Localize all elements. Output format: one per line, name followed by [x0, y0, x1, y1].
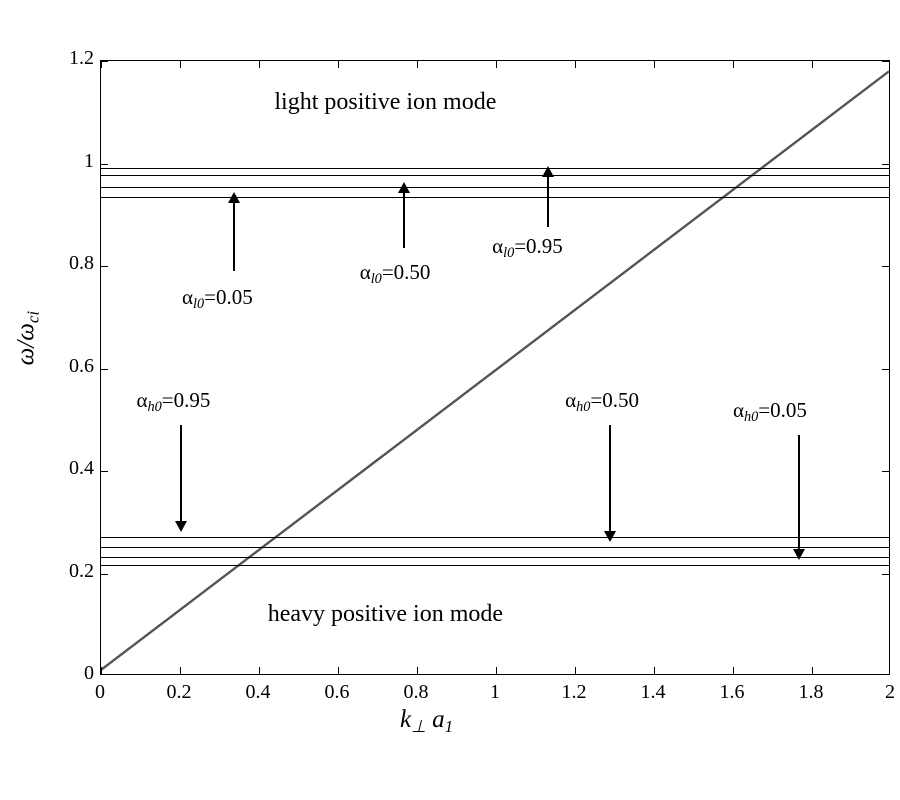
diagonal-branch-line — [101, 61, 889, 674]
ann-h50-label: $\alpha_{h0}=0.50$ — [565, 387, 639, 415]
x-tick-1.6: 1.6 — [719, 681, 745, 703]
data-line-5 — [101, 547, 890, 548]
x-tickmark-top-0.6 — [338, 61, 339, 68]
x-tickmark-1.2 — [575, 667, 576, 674]
x-tickmark-top-1.2 — [575, 61, 576, 68]
x-axis-label-a: a — [432, 706, 445, 733]
x-tick-1.2: 1.2 — [561, 681, 587, 703]
ann-l95-arrow — [547, 176, 549, 227]
y-tick-labels — [40, 0, 94, 800]
x-tickmark-0.6 — [338, 667, 339, 674]
y-axis-label-main: ω/ω — [12, 323, 40, 366]
ann-h95-arrow — [180, 425, 182, 522]
y-axis-label — [12, 310, 44, 366]
x-tick-0.6: 0.6 — [324, 681, 350, 703]
y-tickmark-right-1 — [882, 164, 889, 165]
y-tick-0.8: 0.8 — [69, 252, 94, 274]
x-tick-1.4: 1.4 — [640, 681, 666, 703]
x-tick-0.2: 0.2 — [166, 681, 192, 703]
x-tick-0.4: 0.4 — [245, 681, 271, 703]
ann-l05-arrow — [233, 202, 235, 271]
y-tickmark-right-0.2 — [882, 574, 889, 575]
region-label-0: light positive ion mode — [274, 88, 497, 115]
x-tickmark-1 — [496, 667, 497, 674]
y-tickmark-0.2 — [101, 574, 108, 575]
x-tickmark-top-1.8 — [812, 61, 813, 68]
data-line-0 — [101, 197, 890, 198]
x-tickmark-0.4 — [259, 667, 260, 674]
ann-l50-arrow — [403, 192, 405, 248]
x-tickmark-1.6 — [733, 667, 734, 674]
y-tickmark-right-0.6 — [882, 369, 889, 370]
x-axis-label-a-sub: 1 — [444, 716, 454, 736]
y-tickmark-right-0.8 — [882, 266, 889, 267]
ann-l50-label: $\alpha_{l0}=0.50$ — [359, 259, 431, 287]
y-tick-0.4: 0.4 — [69, 457, 94, 479]
x-tick-1.8: 1.8 — [798, 681, 824, 703]
x-tick-0: 0 — [95, 681, 105, 703]
x-axis-label-perp: ⊥ — [411, 716, 426, 736]
x-tickmark-top-1.4 — [654, 61, 655, 68]
x-tick-2: 2 — [885, 681, 895, 703]
ann-h05-label: $\alpha_{h0}=0.05$ — [733, 398, 807, 426]
y-tick-0.6: 0.6 — [69, 354, 94, 377]
x-tick-0.8: 0.8 — [403, 681, 429, 703]
y-tick-0: 0 — [84, 662, 94, 684]
x-tickmark-0 — [101, 667, 102, 674]
x-tickmark-top-1.6 — [733, 61, 734, 68]
y-tickmark-right-1.2 — [882, 61, 889, 62]
x-tickmark-top-0.4 — [259, 61, 260, 68]
y-tickmark-1 — [101, 164, 108, 165]
x-tickmark-top-0.2 — [180, 61, 181, 68]
y-tickmark-0.6 — [101, 369, 108, 370]
ann-h50-arrow — [609, 425, 611, 533]
x-tickmark-0.8 — [417, 667, 418, 674]
x-tickmark-top-0.8 — [417, 61, 418, 68]
y-tick-0.2: 0.2 — [69, 559, 94, 582]
y-tick-1.2: 1.2 — [69, 47, 94, 69]
x-tickmark-1.8 — [812, 667, 813, 674]
ann-h05-arrow — [798, 435, 800, 550]
x-tickmark-1.4 — [654, 667, 655, 674]
data-line-2 — [101, 175, 890, 176]
y-tick-1: 1 — [84, 149, 94, 172]
ann-h95-label: $\alpha_{h0}=0.95$ — [136, 387, 211, 415]
data-line-4 — [101, 537, 890, 538]
x-tickmark-top-0 — [101, 61, 102, 68]
x-axis-label-k: k — [400, 706, 412, 733]
y-tickmark-right-0.4 — [882, 471, 889, 472]
x-tickmark-0.2 — [180, 667, 181, 674]
region-label-1: heavy positive ion mode — [267, 601, 504, 628]
data-line-6 — [101, 557, 890, 558]
ann-l05-label: $\alpha_{l0}=0.05$ — [182, 285, 253, 313]
y-axis-label-sub: ci — [23, 310, 43, 324]
data-line-3 — [101, 168, 890, 169]
x-tickmark-top-1 — [496, 61, 497, 68]
data-line-7 — [101, 565, 890, 566]
ann-l95-label: $\alpha_{l0}=0.95$ — [492, 234, 563, 262]
y-tickmark-1.2 — [101, 61, 108, 62]
y-tickmark-0.4 — [101, 471, 108, 472]
x-tick-labels — [0, 681, 900, 711]
y-tickmark-0.8 — [101, 266, 108, 267]
x-tick-1: 1 — [490, 681, 500, 703]
data-line-1 — [101, 187, 890, 188]
plot-area — [100, 60, 890, 675]
